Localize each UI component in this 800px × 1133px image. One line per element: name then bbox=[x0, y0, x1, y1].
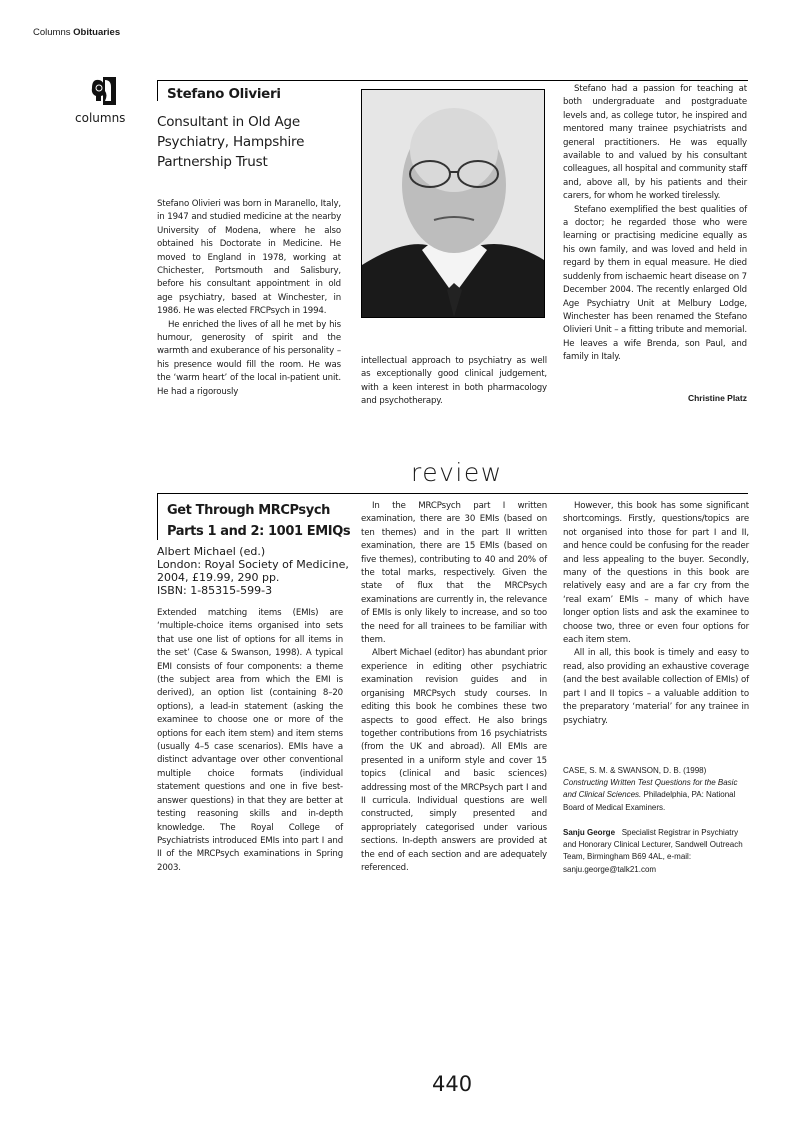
book-isbn: ISBN: 1-85315-599-3 bbox=[157, 584, 273, 597]
paragraph: All in all, this book is timely and easy to read, also providing an exhaustive coverage (and the best available collection of EMIs) of part I and II topics – a valuable addition to the preparatory ‘material’ for any trainee in psychiatry. bbox=[563, 648, 749, 726]
page-number: 440 bbox=[432, 1072, 473, 1096]
review-column-3 bbox=[563, 500, 749, 728]
paragraph: In the MRCPsych part I written examination, there are 30 EMIs (based on ten themes) and in the part II written examination, there are 15 EMIs (based on five themes), contributing to 40 and 20% of the total marks, respectively. Given the state of flux that the MRCPsych examinations are currently in, the relevance of EMIs is only likely to increase, and so too the need for all trainees to be familiar with them. bbox=[361, 501, 547, 646]
reference-entry bbox=[563, 765, 749, 814]
reviewer-affiliation: Specialist Registrar in Psychiatry and Honorary Clinical Lecturer, Sandwell Outreach Team, Birmingham B69 4AL, e-mail: sanju.george@talk21.com bbox=[563, 828, 743, 874]
book-publisher: London: Royal Society of Medicine, 2004, £19.99, 290 pp. bbox=[157, 558, 349, 584]
obituary-column-2 bbox=[361, 355, 547, 409]
running-head bbox=[33, 27, 120, 38]
reviewer-credit bbox=[563, 827, 749, 876]
obituary-author: Christine Platz bbox=[687, 393, 747, 403]
paragraph: However, this book has some significant shortcomings. Firstly, questions/topics are not organised into those for part I and II, and hence could be confusing for the reader and less appealing to the buyer. Secondly, many of the questions in this book are relatively easy and are a far cry from the ‘real exam’ EMIs – many of which have longer option lists and ask the examinee to choose two, three or even four options for each item stem. bbox=[563, 501, 749, 646]
reference-title: Constructing Written Test Questions for the Basic and Clinical Sciences. bbox=[563, 778, 738, 800]
paragraph: Extended matching items (EMIs) are ‘multiple-choice items organised into sets that use one list of options for all items in the set’ (Case & Swanson, 1998). A typical EMI consists of four components: a theme (the subject area from which the EMI is derived), an option list (containing 8–20 options), a lead-in statement (asking the examinee to choose one or more of the options for each item stem) and item stems (usually 4–5 case scenarios). EMIs have a distinct advantage over other conventional multiple choice formats (individual statement questions and one in five best-answer questions) in that they are better at testing reasoning skills and in-depth knowledge. The Royal College of Psychiatrists introduced EMIs into part I and II of the MRCPsych examinations in Spring 2003. bbox=[157, 608, 343, 873]
review-column-2 bbox=[361, 500, 547, 875]
running-head-section: Columns bbox=[33, 27, 71, 38]
running-head-subsection: Obituaries bbox=[73, 27, 121, 38]
obituary-column-1 bbox=[157, 198, 341, 399]
book-details bbox=[157, 545, 352, 597]
paragraph: He enriched the lives of all he met by his humour, generosity of spirit and the warmth and exuberance of his personality – his presence would fill the room. He was the ‘warm heart’ of the local in-patient unit. He had a rigorously bbox=[157, 319, 341, 397]
paragraph: Stefano Olivieri was born in Maranello, Italy, in 1947 and studied medicine at the nearby University of Modena, where he also obtained his Doctorate in Medicine. He moved to England in 1978, working at Chichester, Portsmouth and Salisbury, before his consultant appointment in old age psychiatry, based at Winchester, in 1986. He was elected FRCPsych in 1994. bbox=[157, 199, 341, 317]
paragraph: Stefano had a passion for teaching at both undergraduate and postgraduate levels and, as college tutor, he inspired and mentored many trainee psychiatrists and general practitioners. He was equally available to and valued by his consultant colleagues, all hospital and community staff and, above all, by his patients and their carers, for whom he worked tirelessly. bbox=[563, 84, 747, 202]
obituary-name: Stefano Olivieri bbox=[167, 86, 281, 102]
obituary-portrait-photo bbox=[361, 89, 545, 318]
reference-publisher: Philadelphia, PA: National Board of Medical Examiners. bbox=[563, 790, 736, 812]
review-section-title: review bbox=[411, 458, 503, 487]
columns-label: columns bbox=[75, 111, 126, 125]
obituary-column-3 bbox=[563, 83, 747, 365]
paragraph: Albert Michael (editor) has abundant prior experience in editing other psychiatric examination revision guides and in organising MRCPsych study courses. In editing this book he combines these two aspects to good effect. He also brings together contributions from 16 psychiatrists (from the UK and abroad). All EMIs are presented in a uniform style and cover 15 topics (clinical and basic sciences) addressing most of the MRCPsych part I and II curricula. Individual questions are well constructed, simply presented and appropriately categorised under various sections. In-depth answers are provided at the end of each section and are adequately referenced. bbox=[361, 648, 547, 873]
paragraph: intellectual approach to psychiatry as well as exceptionally good clinical judgement, with a keen interest in both pharmacology and psychotherapy. bbox=[361, 356, 547, 407]
review-column-1 bbox=[157, 607, 343, 875]
portrait-image bbox=[362, 90, 544, 317]
columns-head-icon bbox=[90, 77, 116, 105]
paragraph: Stefano exemplified the best qualities of a doctor; he regarded those who were learning or practising medicine equally as his own family, and was loved and held in regard by them in equal measure. He died suddenly from ischaemic heart disease on 7 December 2004. The recently enlarged Old Age Psychiatry Unit at Melbury Lodge, Winchester has been renamed the Stefano Olivieri Unit – a fitting tribute and memorial. He leaves a wife Brenda, son Paul, and family in Italy. bbox=[563, 204, 747, 363]
book-editor: Albert Michael (ed.) bbox=[157, 545, 266, 558]
reviewer-name: Sanju George bbox=[563, 828, 616, 837]
reference-authors: CASE, S. M. & SWANSON, D. B. (1998) bbox=[563, 766, 707, 775]
book-title: Get Through MRCPsych Parts 1 and 2: 1001 EMIQs bbox=[167, 503, 351, 539]
obituary-role: Consultant in Old Age Psychiatry, Hampshire Partnership Trust bbox=[157, 114, 305, 170]
